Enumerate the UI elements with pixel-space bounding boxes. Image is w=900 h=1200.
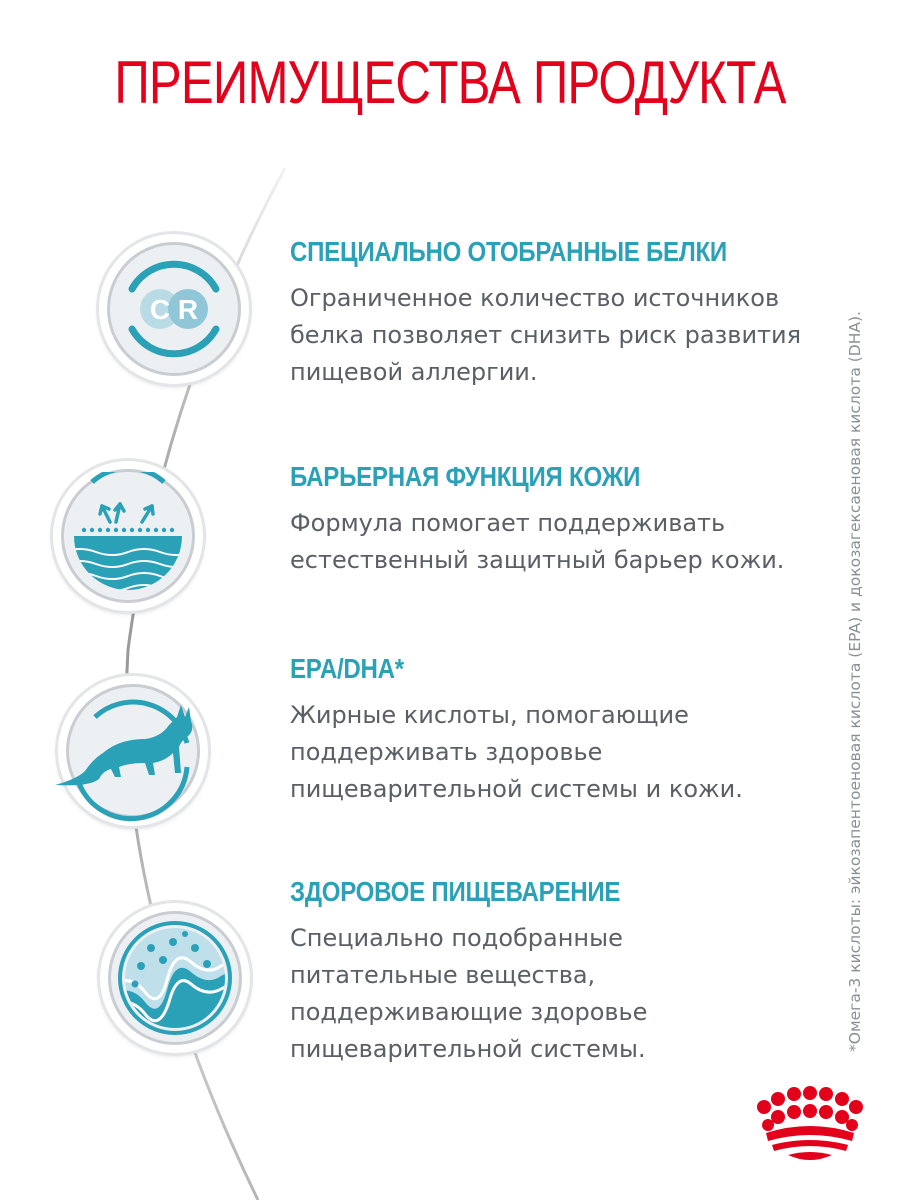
- benefit-heading: ЗДОРОВОЕ ПИЩЕВАРЕНИЕ: [290, 876, 621, 907]
- description-line: пищеварительной системы и кожи.: [290, 775, 743, 803]
- royal-canin-crown-logo: [748, 1085, 872, 1165]
- page-title: ПРЕИМУЩЕСТВА ПРОДУКТА: [114, 49, 786, 116]
- benefit-heading: БАРЬЕРНАЯ ФУНКЦИЯ КОЖИ: [290, 461, 641, 492]
- benefit-block-skin-barrier: [290, 461, 830, 579]
- description-line: белка позволяет снизить риск развития: [290, 321, 802, 349]
- description-line: пищевой аллергии.: [290, 358, 538, 386]
- benefit-description: [290, 505, 830, 579]
- digestion-icon-badge: [100, 903, 250, 1053]
- benefit-description: [290, 280, 830, 391]
- cat-icon-badge: [58, 676, 208, 826]
- digestion-icon: [111, 914, 239, 1042]
- svg-text:C: C: [149, 294, 171, 325]
- description-line: Жирные кислоты, помогающие: [290, 701, 689, 729]
- skin-barrier-icon-badge: [53, 461, 203, 611]
- protein-cr-icon: [110, 245, 238, 373]
- description-line: питательные вещества,: [290, 961, 596, 989]
- description-line: поддерживать здоровье: [290, 738, 603, 766]
- description-line: Ограниченное количество источников: [290, 284, 780, 312]
- benefit-block-epa-dha: [290, 653, 830, 808]
- benefit-block-proteins: [290, 236, 830, 391]
- description-line: пищеварительной системы.: [290, 1035, 646, 1063]
- benefit-heading: EPA/DHA*: [290, 653, 404, 684]
- svg-text:R: R: [177, 294, 199, 325]
- description-line: Специально подобранные: [290, 924, 623, 952]
- footnote: *Омега-3 кислоты: эйкозапентоеновая кислота (EPA) и докозагексаеновая кислота (DHA).: [846, 311, 864, 1052]
- description-line: поддерживающие здоровье: [290, 998, 648, 1026]
- benefit-heading: СПЕЦИАЛЬНО ОТОБРАННЫЕ БЕЛКИ: [290, 236, 727, 267]
- description-line: Формула помогает поддерживать: [290, 509, 726, 537]
- benefit-description: [290, 920, 830, 1068]
- benefit-block-digestion: [290, 876, 830, 1068]
- description-line: естественный защитный барьер кожи.: [290, 546, 785, 574]
- protein-icon-badge: [99, 234, 249, 384]
- benefit-description: [290, 697, 830, 808]
- cat-icon: [69, 687, 197, 815]
- skin-barrier-icon: [64, 472, 192, 600]
